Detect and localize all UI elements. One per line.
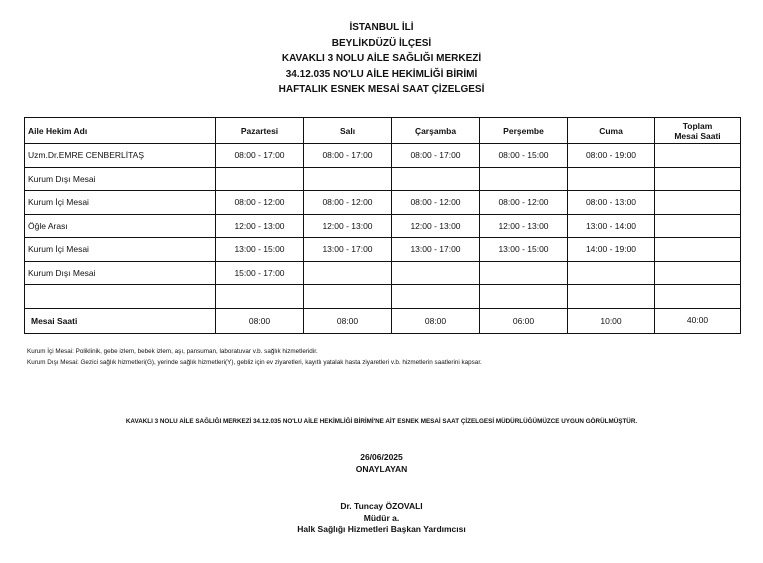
signatory-block	[0, 501, 763, 536]
time-cell	[568, 167, 655, 191]
total-row-label: Mesai Saati	[25, 308, 216, 334]
time-cell: 08:00 - 12:00	[216, 191, 304, 215]
total-row	[25, 308, 741, 334]
row-label	[25, 285, 216, 309]
column-header-day: Çarşamba	[392, 118, 480, 144]
table-row	[25, 144, 741, 168]
time-cell: 13:00 - 17:00	[392, 238, 480, 262]
total-cell	[655, 261, 741, 285]
time-cell: 14:00 - 19:00	[568, 238, 655, 262]
time-cell	[304, 167, 392, 191]
table-row	[25, 238, 741, 262]
time-cell: 08:00 - 12:00	[480, 191, 568, 215]
time-cell: 13:00 - 14:00	[568, 214, 655, 238]
signatory-name: Dr. Tuncay ÖZOVALI	[340, 501, 423, 511]
daily-total-cell: 06:00	[480, 308, 568, 334]
column-header-total-line2: Mesai Saati	[674, 130, 721, 141]
time-cell: 13:00 - 17:00	[304, 238, 392, 262]
daily-total-cell: 10:00	[568, 308, 655, 334]
column-header-day: Cuma	[568, 118, 655, 144]
total-cell	[655, 167, 741, 191]
row-label: Kurum Dışı Mesai	[25, 261, 216, 285]
time-cell: 12:00 - 13:00	[304, 214, 392, 238]
time-cell: 12:00 - 13:00	[392, 214, 480, 238]
table-row	[25, 191, 741, 215]
daily-total-cell: 08:00	[216, 308, 304, 334]
approved-by-label: ONAYLAYAN	[355, 463, 408, 474]
time-cell	[392, 261, 480, 285]
notes	[27, 346, 482, 368]
time-cell	[568, 261, 655, 285]
time-cell	[392, 167, 480, 191]
time-cell: 12:00 - 13:00	[216, 214, 304, 238]
time-cell	[216, 167, 304, 191]
time-cell: 13:00 - 15:00	[216, 238, 304, 262]
time-cell: 15:00 - 17:00	[216, 261, 304, 285]
header-district: BEYLİKDÜZÜ İLÇESİ	[331, 37, 432, 49]
time-cell	[480, 261, 568, 285]
table-row	[25, 214, 741, 238]
column-header-day: Salı	[304, 118, 392, 144]
row-label: Uzm.Dr.EMRE CENBERLİTAŞ	[25, 144, 216, 168]
time-cell: 08:00 - 17:00	[304, 144, 392, 168]
time-cell	[568, 285, 655, 309]
daily-total-cell: 08:00	[304, 308, 392, 334]
time-cell: 08:00 - 15:00	[480, 144, 568, 168]
total-cell	[655, 214, 741, 238]
total-cell	[655, 144, 741, 168]
signatory-role: Müdür a.	[363, 512, 400, 523]
time-cell	[480, 285, 568, 309]
document-header	[0, 20, 763, 98]
table-row	[25, 285, 741, 309]
time-cell: 08:00 - 19:00	[568, 144, 655, 168]
time-cell: 13:00 - 15:00	[480, 238, 568, 262]
time-cell: 08:00 - 12:00	[392, 191, 480, 215]
total-cell	[655, 238, 741, 262]
column-header-day: Pazartesi	[216, 118, 304, 144]
total-cell	[655, 191, 741, 215]
column-header-total-line1: Toplam	[682, 120, 713, 131]
time-cell: 08:00 - 12:00	[304, 191, 392, 215]
column-header-total	[655, 118, 741, 144]
column-header-name: Aile Hekim Adı	[25, 118, 216, 144]
approval-statement: KAVAKLI 3 NOLU AİLE SAĞLIĞI MERKEZİ 34.12.035 NO'LU AİLE HEKİMLİĞİ BİRİMİ'NE AİT ESNEK MESAİ SAAT ÇİZELGESİ MÜDÜRLÜĞÜMÜZCE UYGUN GÖRÜLMÜŞTÜR.	[125, 418, 638, 425]
header-unit: 34.12.035 NO'LU AİLE HEKİMLİĞİ BİRİMİ	[285, 68, 478, 80]
header-province: İSTANBUL İLİ	[349, 22, 414, 33]
time-cell: 12:00 - 13:00	[480, 214, 568, 238]
signatory-title: Halk Sağlığı Hizmetleri Başkan Yardımcısı	[297, 524, 466, 534]
time-cell: 08:00 - 17:00	[216, 144, 304, 168]
time-cell	[480, 167, 568, 191]
time-cell: 08:00 - 13:00	[568, 191, 655, 215]
column-header-day: Perşembe	[480, 118, 568, 144]
table-row	[25, 261, 741, 285]
time-cell	[392, 285, 480, 309]
time-cell: 08:00 - 17:00	[392, 144, 480, 168]
header-health-center: KAVAKLI 3 NOLU AİLE SAĞLIĞI MERKEZİ	[281, 53, 482, 64]
row-label: Kurum İçi Mesai	[25, 191, 216, 215]
note-internal-hours: Kurum İçi Mesai: Poliklinik, gebe izlem, bebek izlem, aşı, pansuman, laboratuvar v.b. sağlık hizmetleridir.	[27, 348, 318, 355]
row-label: Kurum Dışı Mesai	[25, 167, 216, 191]
time-cell	[304, 285, 392, 309]
approval-date: 26/06/2025	[360, 452, 403, 462]
time-cell	[216, 285, 304, 309]
note-external-hours: Kurum Dışı Mesai: Gezici sağlık hizmetleri(G), yerinde sağlık hizmetleri(Y), gebliz için ev ziyaretleri, kayıtlı yatalak hasta ziyaretleri v.b. hizmetlerin saatlerini kapsar.	[27, 359, 482, 366]
approval-block	[0, 452, 763, 475]
total-cell	[655, 285, 741, 309]
row-label: Kurum İçi Mesai	[25, 238, 216, 262]
table-row	[25, 167, 741, 191]
header-document-title: HAFTALIK ESNEK MESAİ SAAT ÇİZELGESİ	[278, 84, 485, 95]
table-header-row	[25, 118, 741, 144]
time-cell	[304, 261, 392, 285]
daily-total-cell: 08:00	[392, 308, 480, 334]
schedule-table	[24, 117, 741, 334]
weekly-total-cell: 40:00	[655, 308, 741, 334]
row-label: Öğle Arası	[25, 214, 216, 238]
